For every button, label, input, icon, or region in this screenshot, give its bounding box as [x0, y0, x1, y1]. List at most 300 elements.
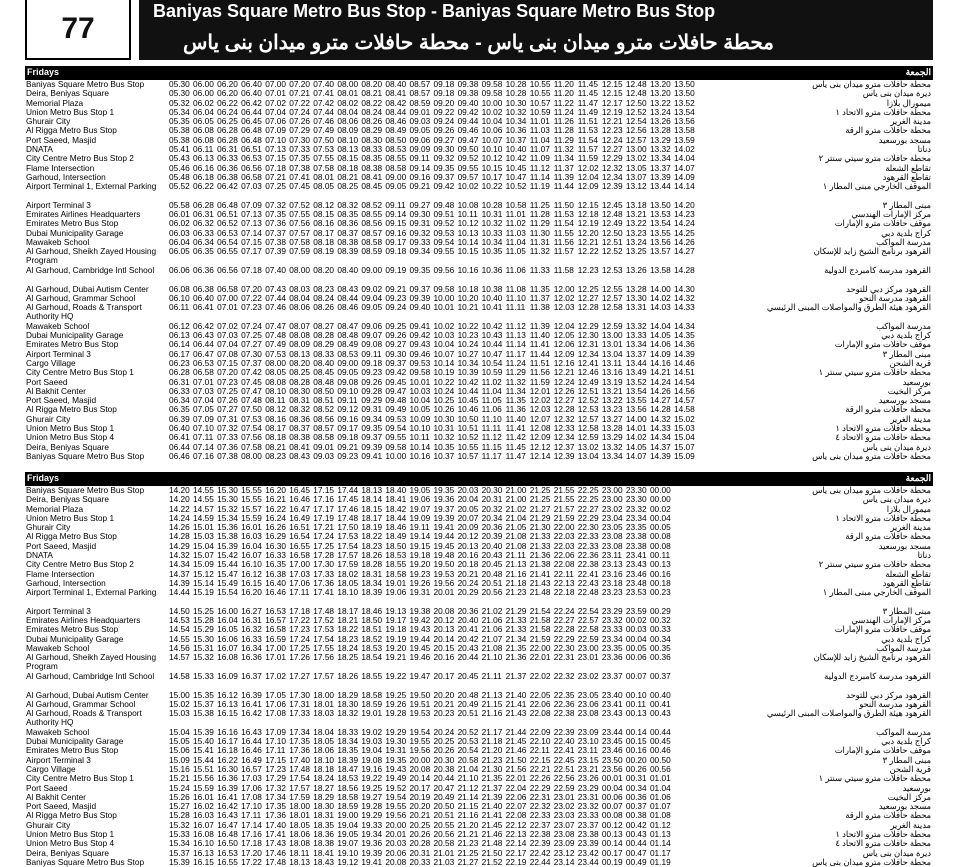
departure-time: 11.57: [577, 144, 598, 155]
departure-time: 08.04: [289, 292, 310, 303]
departure-time: 10.22: [481, 181, 503, 192]
departure-time: 08.40: [337, 264, 359, 275]
departure-time: 06.58: [241, 171, 262, 182]
departure-time: 20.21: [409, 810, 431, 821]
departure-time: 09.38: [457, 79, 479, 89]
departure-time: 13.11: [601, 357, 622, 368]
departure-time: 08.21: [265, 441, 286, 452]
departure-time: 09.27: [433, 134, 455, 145]
departure-time: 16.58: [289, 550, 310, 561]
departure-time: 07.53: [313, 144, 335, 155]
departure-time: 20.05: [457, 503, 479, 514]
departure-time: 10.46: [457, 404, 479, 415]
departure-time: 07.03: [193, 385, 214, 396]
departure-time: 11.12: [505, 320, 526, 331]
departure-time: 16.16: [217, 726, 238, 737]
departure-time: 12.21: [553, 367, 575, 378]
departure-time: 00.02: [625, 615, 647, 626]
table-row: [25, 387, 933, 396]
departure-time: 22.48: [577, 587, 599, 598]
stop-name-arabic: محطة حافلات مترو ميدان بنى ياس: [812, 79, 931, 89]
departure-time: 13.27: [601, 413, 623, 424]
departure-time: 10.27: [457, 348, 479, 359]
departure-time: 16.15: [193, 856, 214, 867]
departure-time: 15.39: [217, 540, 238, 551]
departure-time: 16.08: [193, 828, 214, 839]
departure-time: 01.17: [649, 847, 671, 858]
departure-time: 21.27: [529, 503, 551, 514]
departure-time: 05.38: [169, 134, 190, 145]
departure-time: 11.44: [553, 181, 574, 192]
departure-time: 08.12: [313, 199, 335, 210]
departure-time: 22.12: [505, 819, 527, 830]
departure-time: 10.59: [481, 367, 503, 378]
departure-time: 08.23: [265, 450, 286, 461]
departure-time: 23.16: [601, 568, 623, 579]
departure-time: 11.36: [505, 404, 526, 415]
departure-time: 12.04: [577, 171, 599, 182]
departure-time: 10.01: [433, 302, 455, 313]
departure-time: 13.00: [601, 330, 623, 341]
departure-time: 06.55: [217, 246, 238, 257]
stop-name-arabic: ديرة ميدان بنى ياس: [862, 441, 931, 452]
departure-time: 18.05: [289, 819, 310, 830]
departure-time: 11.58: [553, 264, 574, 275]
departure-time: 19.23: [409, 568, 431, 579]
departure-time: 06.44: [169, 441, 190, 452]
table-row: [25, 653, 933, 672]
departure-time: 11.25: [529, 199, 550, 210]
departure-time: 10.44: [481, 339, 503, 350]
departure-time: 07.18: [265, 162, 286, 173]
departure-time: 22.08: [529, 708, 551, 719]
stop-name-arabic: دناتا: [917, 550, 931, 561]
departure-time: 08.20: [361, 79, 383, 89]
departure-time: 07.21: [265, 171, 286, 182]
departure-time: 21.08: [505, 540, 527, 551]
departure-time: 09.39: [409, 292, 431, 303]
departure-time: 13.56: [625, 404, 647, 415]
departure-times: [169, 247, 698, 256]
departure-time: 14.05: [625, 441, 647, 452]
departure-time: 20.03: [385, 838, 407, 849]
departure-time: 08.41: [385, 88, 407, 99]
departure-time: 09.27: [385, 339, 407, 350]
departure-time: 21.20: [457, 819, 479, 830]
stop-name-arabic: محطة حافلات مترو الاتحاد ١: [835, 828, 931, 839]
departure-time: 00.41: [649, 698, 671, 709]
departure-time: 16.30: [265, 540, 286, 551]
departure-time: 23.48: [625, 577, 647, 588]
departure-time: 00.04: [625, 633, 647, 644]
departure-time: 13.29: [601, 432, 623, 443]
departure-time: 09.05: [409, 125, 431, 136]
departure-time: 21.16: [505, 568, 527, 579]
departure-time: 16.46: [265, 587, 286, 598]
departure-time: 20.00: [409, 754, 431, 765]
departure-time: 09.30: [409, 209, 431, 220]
stop-name: Baniyas Square Metro Bus Stop: [26, 856, 145, 867]
departure-time: 00.43: [625, 828, 647, 839]
departure-time: 09.53: [433, 227, 455, 238]
departure-time: 15.07: [193, 550, 214, 561]
departure-time: 16.10: [193, 838, 214, 849]
departure-time: 19.47: [409, 670, 431, 681]
departure-time: 07.25: [217, 385, 238, 396]
departure-time: 07.15: [217, 357, 238, 368]
departure-time: 21.58: [529, 624, 551, 635]
departure-time: 06.34: [169, 395, 190, 406]
departure-time: 12.48: [601, 209, 623, 220]
stop-name: Emirates Metro Bus Stop: [26, 218, 119, 229]
departure-time: 10.24: [457, 339, 479, 350]
departure-time: 06.22: [217, 97, 238, 108]
stop-name: City Centre Metro Bus Stop 2: [26, 559, 134, 570]
departure-time: 11.40: [529, 330, 550, 341]
departure-time: 11.28: [529, 209, 550, 220]
departure-time: 19.25: [361, 782, 383, 793]
departure-time: 16.33: [265, 550, 286, 561]
departure-time: 10.13: [457, 227, 479, 238]
table-row: [25, 551, 933, 560]
departure-time: 10.18: [457, 283, 479, 294]
section-header: [25, 66, 933, 80]
departure-time: 08.18: [313, 237, 335, 248]
departure-time: 17.36: [265, 810, 286, 821]
stop-name-arabic: محطة حافلات مترو سيتي سنتر ١: [818, 367, 931, 378]
departure-time: 20.21: [433, 698, 455, 709]
table-row: [25, 238, 933, 247]
departure-time: 09.08: [361, 339, 383, 350]
departure-time: 10.04: [409, 395, 431, 406]
departure-time: 11.33: [529, 264, 550, 275]
departure-time: 17.57: [337, 550, 359, 561]
departure-time: 14.50: [169, 605, 190, 616]
stop-name-arabic: ديرة ميدان بنى ياس: [862, 494, 931, 505]
departure-time: 19.22: [385, 670, 407, 681]
departure-time: 20.28: [409, 838, 431, 849]
departure-time: 21.23: [505, 587, 527, 598]
section-label-en: Fridays: [27, 67, 60, 77]
departure-time: 17.56: [313, 652, 335, 663]
departure-time: 12.51: [577, 385, 599, 396]
departure-time: 23.30: [625, 485, 647, 495]
departure-time: 16.39: [217, 782, 238, 793]
departure-time: 16.09: [217, 670, 238, 681]
stop-name: Deira, Beniyas Square: [26, 88, 110, 99]
departure-time: 13.21: [625, 209, 647, 220]
departure-time: 18.24: [313, 773, 335, 784]
departure-time: 06.08: [169, 283, 190, 294]
departure-time: 11.04: [481, 385, 502, 396]
departure-time: 20.31: [409, 847, 431, 858]
departure-time: 15.34: [169, 838, 190, 849]
departure-time: 12.51: [601, 237, 623, 248]
departure-time: 13.18: [625, 199, 647, 210]
departure-time: 08.56: [361, 218, 383, 229]
departure-time: 10.44: [457, 385, 479, 396]
stop-name: Mawakeb School: [26, 320, 90, 331]
departure-time: 09.16: [385, 227, 407, 238]
departure-time: 20.58: [457, 754, 479, 765]
departure-time: 15.14: [193, 577, 214, 588]
stop-name-arabic: موقف حافلات مترو الإمارات: [834, 745, 931, 756]
departure-time: 20.43: [481, 550, 503, 561]
departure-time: 14.30: [673, 283, 695, 294]
departure-time: 09.55: [433, 246, 455, 257]
departure-time: 20.26: [409, 828, 431, 839]
departure-time: 21.59: [529, 633, 551, 644]
departure-time: 21.50: [505, 754, 527, 765]
departure-time: 00.50: [649, 754, 671, 765]
departure-time: 10.00: [433, 292, 455, 303]
departure-time: 08.05: [313, 181, 335, 192]
departure-time: 11.02: [481, 376, 502, 387]
departure-time: 21.25: [529, 485, 551, 495]
departure-time: 19.09: [409, 512, 431, 523]
departure-time: 23.13: [601, 559, 623, 570]
table-row: [25, 89, 933, 98]
table-row: [25, 396, 933, 405]
departure-time: 12.05: [553, 330, 575, 341]
departure-time: 21.44: [505, 726, 527, 737]
stop-name: Port Saeed: [26, 782, 68, 793]
departure-time: 23.30: [625, 494, 647, 505]
table-row: [25, 340, 933, 349]
departure-time: 06.11: [193, 144, 214, 155]
departure-time: 22.38: [553, 708, 575, 719]
departure-time: 10.58: [505, 199, 527, 210]
departure-time: 13.30: [625, 292, 647, 303]
departure-time: 12.39: [553, 450, 575, 461]
departure-time: 11.53: [553, 209, 574, 220]
departure-time: 11.47: [505, 450, 526, 461]
departure-time: 07.58: [241, 441, 262, 452]
departure-time: 10.43: [481, 330, 503, 341]
departure-time: 07.01: [193, 376, 214, 387]
departure-time: 18.36: [313, 828, 335, 839]
departure-time: 21.15: [481, 698, 503, 709]
departure-time: 17.41: [265, 828, 286, 839]
departure-time: 14.00: [625, 413, 647, 424]
table-row: [25, 560, 933, 569]
departure-time: 07.36: [217, 441, 238, 452]
departure-times: [169, 746, 674, 755]
table-row: [25, 350, 933, 359]
departure-time: 07.14: [193, 441, 214, 452]
departure-time: 09.31: [409, 218, 431, 229]
departure-time: 11.39: [529, 320, 550, 331]
departure-time: 15.55: [241, 485, 262, 495]
departure-time: 06.36: [193, 264, 214, 275]
departure-time: 00.08: [649, 531, 671, 542]
stop-name: Union Metro Bus Stop 4: [26, 432, 115, 443]
departure-time: 10.30: [505, 97, 527, 108]
departure-time: 13.52: [673, 97, 695, 108]
departure-time: 00.29: [649, 605, 671, 616]
departure-time: 14.57: [193, 503, 214, 514]
departure-time: 06.58: [217, 283, 238, 294]
departure-time: 22.41: [553, 745, 575, 756]
departure-time: 23.43: [601, 708, 623, 719]
departure-time: 16.59: [265, 633, 286, 644]
table-row: [25, 784, 933, 793]
departure-time: 20.39: [481, 531, 503, 542]
departure-time: 07.45: [241, 376, 262, 387]
departure-time: 12.02: [553, 292, 575, 303]
departure-time: 16.07: [217, 643, 238, 654]
departure-time: 17.43: [265, 838, 286, 849]
departure-time: 12.56: [625, 125, 647, 136]
departure-time: 17.54: [289, 773, 310, 784]
departure-time: 10.57: [529, 97, 551, 108]
departure-time: 12.49: [577, 376, 599, 387]
departure-time: 22.32: [529, 801, 551, 812]
departure-times: [169, 340, 698, 349]
departure-time: 17.35: [265, 801, 286, 812]
departure-time: 06.05: [169, 246, 190, 257]
departure-time: 15.44: [193, 754, 214, 765]
departure-time: 20.51: [457, 708, 479, 719]
departure-time: 23.11: [601, 550, 622, 561]
departure-time: 21.11: [481, 670, 502, 681]
departure-time: 11.53: [577, 125, 598, 136]
stop-name-arabic: محطة حافلات مترو الاتحاد ٤: [835, 432, 931, 443]
table-row: [25, 266, 933, 285]
departure-time: 23.07: [553, 819, 575, 830]
departure-time: 07.15: [265, 153, 286, 164]
stop-name: Flame Intersection: [26, 568, 95, 579]
departure-time: 06.42: [193, 320, 214, 331]
departure-time: 16.37: [241, 670, 262, 681]
departure-time: 10.37: [505, 134, 527, 145]
departure-time: 17.36: [289, 745, 310, 756]
departure-time: 21.02: [481, 605, 503, 616]
table-row: [25, 154, 933, 163]
table-row: [25, 247, 933, 266]
departure-time: 17.22: [289, 615, 310, 626]
departure-time: 20.23: [433, 708, 455, 719]
departure-time: 12.52: [577, 395, 599, 406]
departure-time: 09.51: [433, 209, 455, 220]
departure-time: 21.00: [505, 485, 527, 495]
departure-time: 13.32: [625, 320, 647, 331]
departure-time: 07.36: [265, 218, 286, 229]
departure-time: 18.39: [337, 754, 359, 765]
departure-time: 10.55: [529, 79, 551, 89]
departure-time: 09.15: [385, 218, 407, 229]
departure-time: 17.17: [313, 503, 335, 514]
departure-time: 09.16: [409, 171, 431, 182]
departure-time: 17.28: [313, 550, 335, 561]
departure-time: 00.02: [649, 503, 671, 514]
departure-time: 12.27: [577, 292, 599, 303]
departure-time: 12.06: [553, 339, 575, 350]
departure-time: 19.36: [361, 838, 383, 849]
departure-time: 06.35: [169, 404, 190, 415]
departure-time: 08.06: [289, 302, 310, 313]
departure-time: 17.14: [241, 819, 262, 830]
stop-name: Dubai Municipality Garage: [26, 736, 124, 747]
departure-time: 23.08: [601, 531, 623, 542]
departure-time: 10.36: [481, 264, 503, 275]
departure-time: 20.40: [457, 615, 479, 626]
departure-time: 16.06: [217, 633, 238, 644]
departure-time: 12.46: [577, 367, 599, 378]
departure-time: 07.09: [265, 125, 286, 136]
departure-time: 08.39: [337, 246, 359, 257]
departure-time: 13.55: [625, 395, 647, 406]
departure-time: 14.26: [169, 522, 190, 533]
departure-time: 16.00: [217, 605, 238, 616]
departure-time: 11.59: [529, 376, 550, 387]
departure-time: 07.23: [217, 376, 238, 387]
departure-time: 07.39: [265, 246, 286, 257]
departure-time: 23.29: [601, 605, 623, 616]
table-row: [25, 830, 933, 839]
departure-time: 16.03: [241, 531, 262, 542]
departure-time: 23.01: [553, 791, 575, 802]
departure-time: 19.05: [409, 485, 431, 495]
departure-time: 21.08: [481, 643, 503, 654]
table-row: [25, 117, 933, 126]
departure-time: 21.41: [505, 698, 527, 709]
departure-time: 18.06: [313, 745, 335, 756]
departure-time: 10.12: [481, 153, 503, 164]
departure-time: 10.02: [481, 106, 503, 117]
departure-time: 22.59: [577, 633, 599, 644]
departure-time: 12.21: [601, 116, 623, 127]
departure-time: 22.06: [553, 550, 575, 561]
departure-time: 10.39: [457, 367, 479, 378]
departure-time: 08.32: [337, 199, 359, 210]
stop-name: City Centre Metro Bus Stop 1: [26, 367, 134, 378]
departure-time: 09.21: [409, 181, 431, 192]
departure-time: 10.03: [433, 330, 455, 341]
departure-time: 06.56: [241, 162, 262, 173]
departure-time: 07.57: [289, 227, 310, 238]
departure-time: 13.54: [649, 218, 671, 229]
table-row: [25, 201, 933, 210]
departure-time: 20.51: [481, 577, 503, 588]
departure-time: 17.00: [265, 643, 286, 654]
table-row: [25, 579, 933, 588]
departure-time: 00.36: [625, 791, 647, 802]
departure-time: 00.47: [625, 847, 647, 858]
departure-time: 06.34: [193, 237, 214, 248]
departure-time: 11.11: [505, 302, 526, 313]
departure-time: 07.04: [193, 395, 214, 406]
departure-time: 11.47: [577, 97, 598, 108]
departure-time: 12.17: [601, 97, 623, 108]
stop-name: Emirates Metro Bus Stop: [26, 624, 119, 635]
stop-name-arabic: مبنى المطار ٣: [882, 754, 931, 765]
departure-time: 10.54: [481, 357, 503, 368]
departure-time: 08.53: [385, 144, 407, 155]
departure-time: 18.34: [361, 577, 383, 588]
departure-time: 21.21: [457, 828, 479, 839]
departure-time: 11.17: [481, 450, 502, 461]
departure-time: 11.05: [481, 395, 502, 406]
departure-time: 22.30: [577, 522, 599, 533]
departure-time: 11.41: [529, 339, 550, 350]
departure-time: 08.30: [289, 385, 310, 396]
table-row: [25, 672, 933, 691]
departure-time: 07.02: [217, 320, 238, 331]
departure-time: 07.16: [193, 450, 214, 461]
departure-time: 12.32: [553, 413, 575, 424]
departure-time: 20.48: [457, 689, 479, 700]
